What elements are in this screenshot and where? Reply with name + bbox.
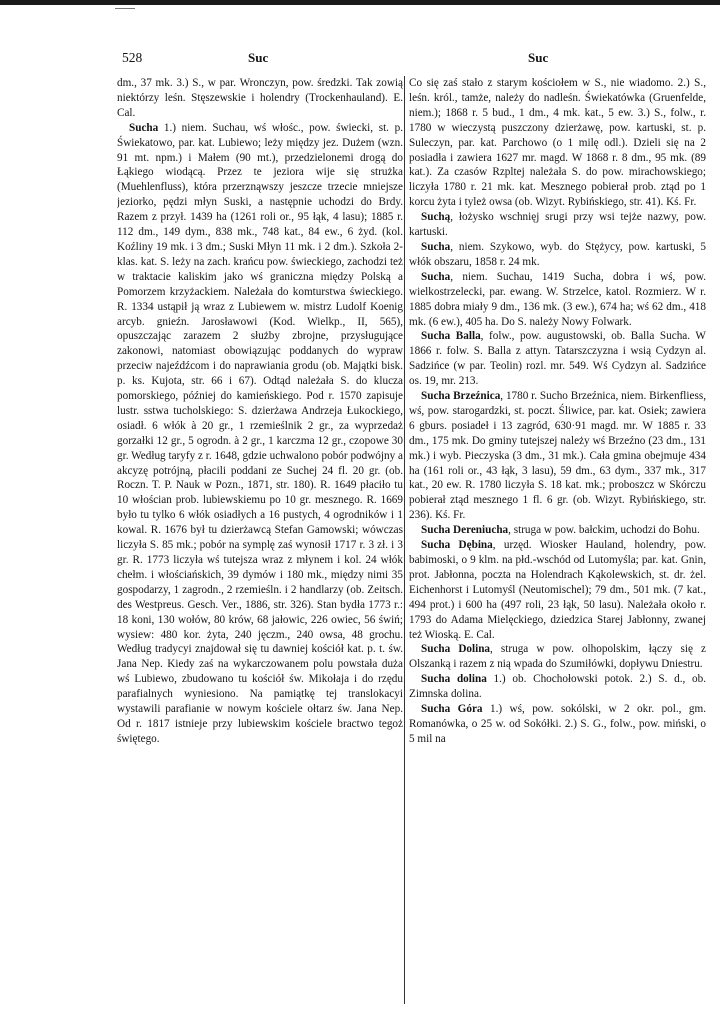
- entry-headword: Sucha Dolina: [421, 643, 491, 656]
- dictionary-entry: [409, 642, 706, 672]
- entry-headword: Sucha: [421, 270, 451, 283]
- entry-text: 1.) niem. Suchau, wś włośc., pow. świecki, st. p. Świekatowo, par. kat. Lubiewo; leży między jez. Dużem (wzn. 91 mt. npm.) i Małem (90 mt.), przedzielonemi drogą do Łąkiego wiodącą. Przez te jeziora wije się strużka (Muehlenfluss), która przerznąwszy jeszcze trzecie mniejsze jeziorko, pędzi młyn Suski, a następnie uchodzi do Brdy. Razem z przył. 1439 ha (1261 roli or., 95 łąk, 4 lasu); 1885 r. 112 dm., 149 dym., 838 mk., 748 kat., 84 ew., 6 żyd. (kol. Koźliny 19 mk. i 3 dm.; Suski Młyn 11 mk. i 2 dm.). Szkoła 2-klas. kat. S. leży na zach. krańcu pow. świeckiego, zachodzi też w traktacie kaliskim jako wś graniczna między Polską a Pomorzem krzyżackiem. Należała do komturstwa świeckiego. R. 1334 ustąpił ją wraz z Lubiewem w. mistrz Ludolf Koenig arcyb. gnieźn. Jarosławowi (Kod. Wielkp., II, 565), opuszczając zarazem 2 służby zbrojne, przysługujące zakonowi, natomiast obowiązując poddanych do wypraw przeciw najeźdźcom i do naprawiania grodu (ob. Majątki bisk. p. ks. Kujota, str. 66 i 67). Odtąd należała S. do klucza pomorskiego, później do kamieńskiego. Pod r. 1570 zapisuje lustr. sstwa tucholskiego: S. dzierżawa Andrzeja Łukockiego, osiadł. 6 włók à 20 gr., 1 rzemieślnik 2 gr., za wyprzedaż gorzałki 12 gr., 5 ogrodn. à 2 gr., 1 karczma 12 gr., czopowe 30 gr. Według taryfy z r. 1648, gdzie uchwalono pobór podwójny a akcyzę potrójną, płacili poddani ze Suchej 24 fl. 20 gr. (ob. Roczn. T. P. Nauk w Pozn., 1871, str. 180). R. 1649 płaciło tu 10 włościan prob. lubiewskiemu po 10 gr. mesznego. R. 1669 było tu tylko 6 włók osiadłych a 16 pustych, 4 ogrodników i 1 kowal. R. 1676 był tu dzierżawcą Stefan Gamowski; wówczas liczyła S. 85 mk.; pobór na symplę zaś wynosił 1717 r. 3 zł. i 3 gr. R. 1773 liczyła wś tutejsza wraz z młynem i kol. 24 włók chełm. i włościańskich, 39 dymów i 180 mk., między nimi 35 gospodarzy, 1 zagrodn., 2 rzemieśln. i 2 handlarzy (ob. Zeitsch. des Westpreus. Gesch. Ver., 1886, str. 326). Stan bydła 1773 r.: 18 koni, 130 wołów, 80 krów, 68 jałowic, 226 owiec, 56 świń; wysiew: 480 kor. żyta, 240 jęczm., 240 owsa, 48 grochu. Według tradycyi znajdował się tu dawniej kościół kat. p. t. św. Jana Nep. Kiedy zaś na wykarczowanem polu powstała duża wś Lubiewo, zbudowano tu kościół św. Mikołaja i do rzędu parafialnych wyniesiono. Na pamiątkę tej translokacyi wystawili parafianie w nowym kościele ołtarz św. Jana Nep. Od r. 1817 istnieje przy lubiewskim kościele bractwo tegoż świętego.: [117, 121, 403, 745]
- entry-headword: Suchą: [421, 211, 451, 224]
- entry-text: , folw., pow. augustowski, ob. Balla Sucha. W 1866 r. folw. S. Balla z attyn. Tatarszczyzna i wsią Cydzyn al. Sadzińce (w par. Teolin) rozl. mr. 549. Wś Cydzyn al. Sadzińce os. 19, mr. 213.: [409, 330, 706, 388]
- dictionary-entry: [409, 270, 706, 330]
- dictionary-entry: [409, 210, 706, 240]
- page-number: 528: [122, 50, 143, 65]
- entry-headword: Sucha: [421, 240, 451, 253]
- entry-text: , niem. Suchau, 1419 Sucha, dobra i wś, pow. wielkostrzelecki, par. ewang. W. Strzelce, katol. Rozmierz. W r. 1885 dobra miały 9 dm., 136 mk. (3 ew.), 674 ha; wś 62 dm., 418 mk. (6 ew.), 405 ha. Do S. należy Nowy Folwark.: [409, 270, 706, 328]
- entry-text: 1.) wś, pow. sokólski, w 2 okr. pol., gm. Romanówka, o 25 w. od Sokółki. 2.) S. G., folw., pow. miński, o 5 mil na: [409, 703, 706, 745]
- dictionary-entry: [409, 538, 706, 642]
- entry-headword: Sucha: [129, 121, 159, 134]
- entry-text: Co się zaś stało z starym kościołem w S., nie wiadomo. 2.) S., leśn. król., tamże, należy do nadleśn. Świekatówka (Gruenfelde, niem.); 1868 r. 5 bud., 1 dm., 4 mk. kat., 5 ew. 3.) S., folw., r. 1780 w wieczystą puszczony dzierżawę, pow. kartuski, st. p. Suleczyn, par. kat. Parchowo (o 1 milę odl.). Dzieli się na 2 posiadła i zawiera 1627 mr. magd. W 1868 r. 8 dm., 95 mk. (89 kat.). Za czasów Rzpltej należała S. do pow. mirachowskiego; liczyła 1780 r. 21 mk. kat. Mesznego pobierał prob. ztąd po 1 korcu żyta i tyleż owsa (ob. Wizyt. Rybińskiego, str. 41). Kś. Fr.: [409, 77, 706, 209]
- page-top-edge: [0, 0, 720, 5]
- entry-headword: Sucha Dębina: [421, 539, 493, 552]
- entry-text: dm., 37 mk. 3.) S., w par. Wronczyn, pow. średzki. Tak zowią niektórzy leśn. Stęszewskie i holendry (Trockenhauland). E. Cal.: [117, 77, 403, 119]
- page-header: [0, 50, 720, 70]
- entry-headword: Sucha dolina: [421, 673, 487, 686]
- entry-text: , niem. Szykowo, wyb. do Stężycy, pow. kartuski, 5 włók obszaru, 1858 r. 24 mk.: [409, 240, 706, 268]
- dictionary-entry: [409, 672, 706, 702]
- entry-headword: Sucha Balla: [421, 330, 481, 343]
- entry-headword: Sucha Dereniucha: [421, 524, 509, 537]
- dictionary-entry: [117, 121, 403, 747]
- running-head-left: Suc: [248, 50, 269, 65]
- dictionary-entry: [409, 389, 706, 523]
- dictionary-entry: [409, 523, 706, 538]
- dictionary-entry: [409, 240, 706, 270]
- entry-headword: Sucha Brzeźnica: [421, 390, 501, 403]
- column-divider: [404, 76, 405, 1004]
- entry-text: , 1780 r. Sucho Brzeźnica, niem. Birkenfliess, wś, pow. starogardzki, st. poczt. Śliwice, par. kat. Osiek; zawiera 6 gburs. posiadeł i 13 zagród, 630·91 magd. mr. W 1885 r. 33 dm., 175 mk. Do gminy tutejszej należy wś Brzeźno (23 dm., 131 mk.) i wyb. Pieczyska (3 dm., 31 mk.). Cała gmina obejmuje 434 ha (161 roli or., 43 łąk, 3 lasu), 59 dm., 63 dym., 337 mk., 317 kat., 20 ew. R. 1780 liczyła S. 18 kat. mk.; proboszcz w Skórczu pobierał ztąd mesznego 1 fl. 6 gr. (ob. Wizyt. Rybińskiego, str. 236). Kś. Fr.: [409, 390, 706, 522]
- dictionary-entry: [117, 76, 403, 121]
- entry-text: , struga w pow. bałckim, uchodzi do Bohu.: [508, 524, 700, 537]
- dictionary-entry: [409, 76, 706, 210]
- entry-text: , struga w pow. olhopolskim, łączy się z Olszanką i razem z nią wpada do Szumiłówki, dopływu Dniestru.: [409, 643, 706, 671]
- dictionary-entry: [409, 329, 706, 389]
- entry-text: , łożysko wschnięj srugi przy wsi tejże nazwy, pow. kartuski.: [409, 211, 706, 239]
- scan-mark: [115, 8, 135, 9]
- running-head-right: Suc: [528, 50, 549, 65]
- entry-text: 1.) ob. Chochołowski potok. 2.) S. d., ob. Zimnska dolina.: [409, 673, 706, 701]
- left-column: [117, 76, 403, 1006]
- dictionary-entry: [409, 702, 706, 747]
- right-column: [409, 76, 706, 1006]
- entry-headword: Sucha Góra: [421, 703, 483, 716]
- entry-text: , urzęd. Wiosker Hauland, holendry, pow. babimoski, o 9 klm. na płd.-wschód od Lutomyśla; par. kat. Gnin, prot. Jabłonna, poczta na Holendrach Kąkolewskich, st. dr. żel. Eichenhorst i Lutomyśl (Neutomischel); 79 dm., 501 mk. (7 kat., 494 prot.) i 600 ha (497 roli, 23 łąk, 50 lasu). Należała około r. 1793 do Adama Mielęckiego, dziedzica Starej Jabłonny, zwanej też Wioską. E. Cal.: [409, 539, 706, 641]
